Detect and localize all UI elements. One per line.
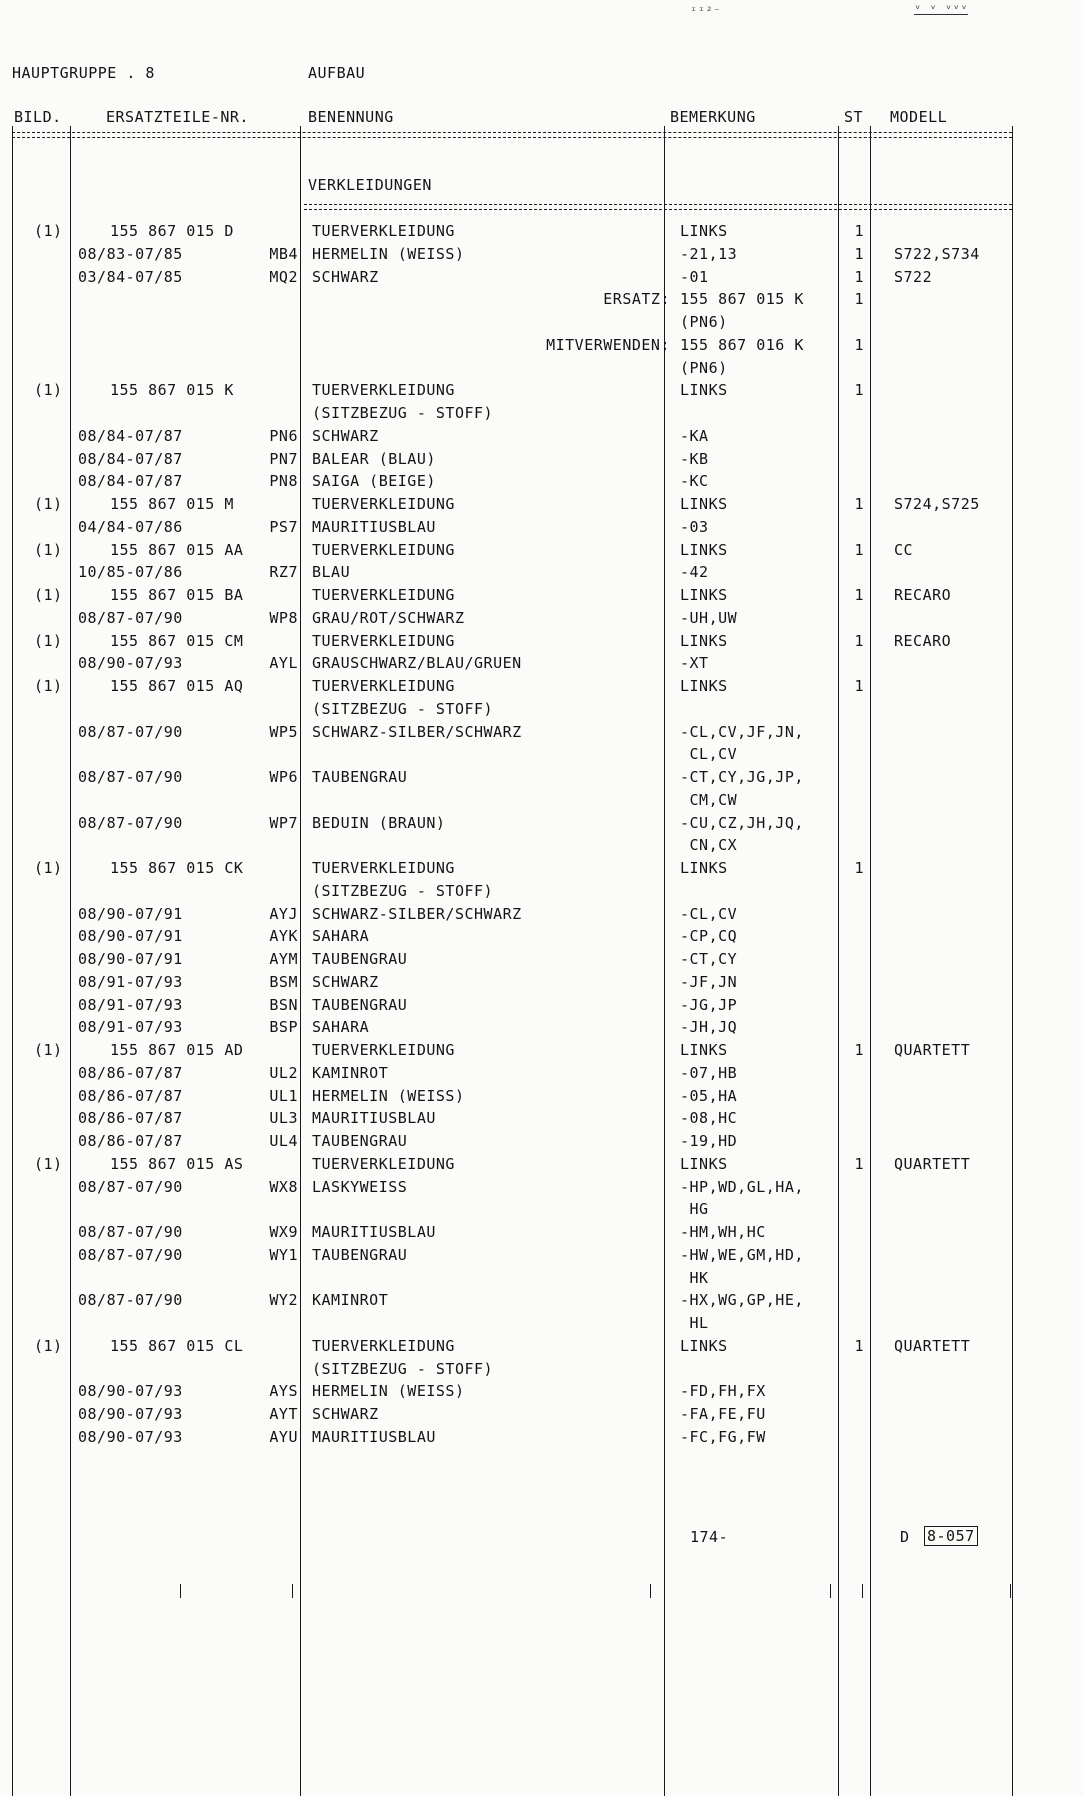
table-row [0,290,1084,313]
validity-dates: 08/84-07/87 [78,449,183,468]
validity-dates: 08/86-07/87 [78,1132,183,1150]
table-row [0,814,1084,837]
model: RECARO [894,631,952,650]
remark: HG [680,1200,709,1219]
bild-marker: (1) [34,1336,63,1355]
part-name: TUERVERKLEIDUNG [312,222,455,240]
remark: -CT,CY [680,950,738,968]
color-code: WP8 [269,608,298,627]
remark: -CL,CV [680,904,738,923]
remark: LINKS [680,631,728,650]
table-row [0,723,1084,746]
tick-mark [862,1584,863,1598]
remark: 155 867 016 K [680,335,804,354]
quantity: 1 [854,677,864,695]
part-number: 155 867 015 CL [110,1336,244,1355]
remark: CN,CX [680,836,738,855]
tick-mark [1010,1584,1011,1598]
part-number: 155 867 015 M [110,495,234,513]
quantity: 1 [854,859,864,877]
validity-dates: 08/84-07/87 [78,426,183,445]
part-name: BEDUIN (BRAUN) [312,813,446,832]
validity-dates: 08/91-07/93 [78,972,183,991]
validity-dates: 08/87-07/90 [78,608,183,627]
remark: -HM,WH,HC [680,1223,766,1241]
table-row [0,1246,1084,1269]
color-code: AYS [269,1382,298,1401]
color-code: BSP [269,1018,298,1037]
table-row [0,1109,1084,1132]
table-row [0,1337,1084,1360]
remark: LINKS [680,859,728,877]
part-name: TUERVERKLEIDUNG [312,631,455,650]
bild-marker: (1) [34,586,63,604]
part-number: 155 867 015 AS [110,1154,244,1173]
remark: HK [680,1268,709,1287]
color-code: MB4 [269,244,298,263]
table-row [0,472,1084,495]
table-row [0,1018,1084,1041]
quantity: 1 [854,267,864,286]
remark: -HP,WD,GL,HA, [680,1177,804,1196]
quantity: 1 [854,335,864,354]
tick-mark [650,1584,651,1598]
part-name: LASKYWEISS [312,1177,408,1196]
remark: (PN6) [680,358,728,377]
part-name: GRAUSCHWARZ/BLAU/GRUEN [312,654,522,673]
part-name: SCHWARZ-SILBER/SCHWARZ [312,904,522,923]
bild-marker: (1) [34,540,63,559]
part-name: (SITZBEZUG - STOFF) [312,881,494,900]
color-code: RZ7 [269,563,298,582]
tick-mark [292,1584,293,1598]
remark: CM,CW [680,790,738,809]
part-number: 155 867 015 AD [110,1041,244,1059]
table-row [0,1132,1084,1155]
part-name: SCHWARZ [312,267,379,286]
table-row [0,654,1084,677]
bild-marker: (1) [34,1154,63,1173]
remark: -CP,CQ [680,927,738,946]
table-row [0,1269,1084,1292]
table-row [0,268,1084,291]
model: S724,S725 [894,495,980,513]
part-name: TUERVERKLEIDUNG [312,859,455,877]
quantity: 1 [854,1154,864,1173]
remark: HL [680,1314,709,1332]
model: QUARTETT [894,1154,971,1173]
validity-dates: 08/90-07/93 [78,1405,183,1423]
validity-dates: 08/87-07/90 [78,1177,183,1196]
table-row [0,450,1084,473]
color-code: WP6 [269,768,298,786]
color-code: BSN [269,995,298,1014]
part-name: SCHWARZ [312,1405,379,1423]
table-row [0,882,1084,905]
col-modell: MODELL [890,108,948,126]
row-label: MITVERWENDEN: [546,335,670,354]
validity-dates: 08/87-07/90 [78,1223,183,1241]
col-st: ST [844,108,864,126]
part-name: TAUBENGRAU [312,995,408,1014]
aufbau-label: AUFBAU [308,64,366,82]
table-row [0,973,1084,996]
part-name: KAMINROT [312,1063,389,1082]
model: S722 [894,267,933,286]
color-code: PN7 [269,449,298,468]
quantity: 1 [854,540,864,559]
tick-mark [180,1584,181,1598]
part-name: SCHWARZ [312,972,379,991]
remark: -05,HA [680,1086,738,1105]
validity-dates: 08/90-07/91 [78,927,183,946]
quantity: 1 [854,1041,864,1059]
row-label: ERSATZ: [603,290,670,309]
table-row [0,359,1084,382]
table-row [0,1314,1084,1337]
color-code: AYJ [269,904,298,923]
validity-dates: 08/91-07/93 [78,1018,183,1037]
part-name: TUERVERKLEIDUNG [312,1041,455,1059]
bild-marker: (1) [34,1041,63,1059]
table-row [0,1405,1084,1428]
part-name: SCHWARZ [312,426,379,445]
color-code: WY1 [269,1245,298,1264]
part-name: (SITZBEZUG - STOFF) [312,699,494,718]
remark: 155 867 015 K [680,290,804,309]
table-row [0,791,1084,814]
bild-marker: (1) [34,381,63,400]
part-number: 155 867 015 K [110,381,234,400]
part-name: MAURITIUSBLAU [312,1109,436,1128]
color-code: PS7 [269,517,298,536]
color-code: BSM [269,972,298,991]
table-row [0,427,1084,450]
remark: (PN6) [680,313,728,331]
remark: -07,HB [680,1063,738,1082]
remark: -UH,UW [680,608,738,627]
table-row [0,1155,1084,1178]
validity-dates: 04/84-07/86 [78,517,183,536]
part-name: TAUBENGRAU [312,1245,408,1264]
table-row [0,563,1084,586]
model: QUARTETT [894,1336,971,1355]
part-number: 155 867 015 CK [110,859,244,877]
part-name: TAUBENGRAU [312,1132,408,1150]
remark: LINKS [680,1154,728,1173]
validity-dates: 08/83-07/85 [78,244,183,263]
table-row [0,927,1084,950]
section-title: VERKLEIDUNGEN [308,176,432,194]
quantity: 1 [854,1336,864,1355]
color-code: PN8 [269,472,298,491]
remark: LINKS [680,495,728,513]
validity-dates: 08/87-07/90 [78,1245,183,1264]
part-name: MAURITIUSBLAU [312,1223,436,1241]
table-row [0,1041,1084,1064]
color-code: WP7 [269,813,298,832]
remark: -JH,JQ [680,1018,738,1037]
table-row [0,245,1084,268]
table-row [0,677,1084,700]
color-code: WX8 [269,1177,298,1196]
color-code: AYU [269,1427,298,1446]
remark: -42 [680,563,709,582]
remark: -FC,FG,FW [680,1427,766,1446]
remark: LINKS [680,1336,728,1355]
part-number: 155 867 015 D [110,222,234,240]
remark: LINKS [680,1041,728,1059]
remark: LINKS [680,540,728,559]
validity-dates: 08/86-07/87 [78,1109,183,1128]
remark: LINKS [680,222,728,240]
corner-mark: ᶦᶦ²⁻ [690,4,721,18]
remark: -21,13 [680,244,738,263]
part-name: SAIGA (BEIGE) [312,472,436,491]
page-prefix: D [900,1528,910,1546]
part-name: BLAU [312,563,351,582]
table-row [0,1291,1084,1314]
remark: -KB [680,449,709,468]
table-row [0,950,1084,973]
remark: -FA,FE,FU [680,1405,766,1423]
part-number: 155 867 015 AA [110,540,244,559]
part-name: HERMELIN (WEISS) [312,244,465,263]
table-row [0,905,1084,928]
part-name: (SITZBEZUG - STOFF) [312,404,494,422]
part-name: GRAU/ROT/SCHWARZ [312,608,465,627]
part-name: HERMELIN (WEISS) [312,1086,465,1105]
col-bild: BILD. [14,108,62,126]
tick-mark [830,1584,831,1598]
part-name: TAUBENGRAU [312,950,408,968]
color-code: MQ2 [269,267,298,286]
part-name: TUERVERKLEIDUNG [312,677,455,695]
part-name: MAURITIUSBLAU [312,1427,436,1446]
color-code: AYL [269,654,298,673]
part-name: (SITZBEZUG - STOFF) [312,1359,494,1378]
validity-dates: 08/86-07/87 [78,1063,183,1082]
table-row [0,859,1084,882]
bild-marker: (1) [34,495,63,513]
table-row [0,495,1084,518]
validity-dates: 08/87-07/90 [78,813,183,832]
corner-code: ᵛ ᵛ ᵛᵛᵛ [914,2,969,16]
col-bemerkung: BEMERKUNG [670,108,756,126]
model: S722,S734 [894,244,980,263]
quantity: 1 [854,222,864,240]
table-row [0,1428,1084,1451]
col-ersatzteile: ERSATZTEILE-NR. [106,108,249,126]
remark: -19,HD [680,1132,738,1150]
part-name: BALEAR (BLAU) [312,449,436,468]
table-row [0,1200,1084,1223]
page-number: 174- [690,1528,729,1546]
part-name: TUERVERKLEIDUNG [312,495,455,513]
header-rule [12,132,1012,138]
table-row [0,745,1084,768]
remark: LINKS [680,381,728,400]
remark: -KC [680,472,709,491]
table-row [0,996,1084,1019]
color-code: UL2 [269,1063,298,1082]
color-code: UL3 [269,1109,298,1128]
remark: -FD,FH,FX [680,1382,766,1401]
color-code: AYT [269,1405,298,1423]
table-row [0,700,1084,723]
color-code: WP5 [269,722,298,741]
remark: -HX,WG,GP,HE, [680,1291,804,1310]
model: CC [894,540,914,559]
table-row [0,1223,1084,1246]
table-row [0,541,1084,564]
validity-dates: 08/91-07/93 [78,995,183,1014]
bild-marker: (1) [34,631,63,650]
quantity: 1 [854,586,864,604]
validity-dates: 08/86-07/87 [78,1086,183,1105]
part-name: MAURITIUSBLAU [312,517,436,536]
validity-dates: 10/85-07/86 [78,563,183,582]
table-row [0,609,1084,632]
part-name: KAMINROT [312,1291,389,1310]
table-row [0,1064,1084,1087]
quantity: 1 [854,495,864,513]
remark: -JG,JP [680,995,738,1014]
bild-marker: (1) [34,222,63,240]
validity-dates: 03/84-07/85 [78,267,183,286]
validity-dates: 08/87-07/90 [78,722,183,741]
model: RECARO [894,586,952,604]
validity-dates: 08/90-07/93 [78,1382,183,1401]
part-name: TAUBENGRAU [312,768,408,786]
validity-dates: 08/87-07/90 [78,1291,183,1310]
validity-dates: 08/90-07/93 [78,654,183,673]
validity-dates: 08/87-07/90 [78,768,183,786]
bild-marker: (1) [34,859,63,877]
part-name: TUERVERKLEIDUNG [312,540,455,559]
quantity: 1 [854,290,864,309]
validity-dates: 08/90-07/91 [78,950,183,968]
table-row [0,518,1084,541]
col-benennung: BENENNUNG [308,108,394,126]
table-row [0,632,1084,655]
remark: -KA [680,426,709,445]
part-name: TUERVERKLEIDUNG [312,586,455,604]
table-row [0,404,1084,427]
part-name: SAHARA [312,1018,370,1037]
part-name: SCHWARZ-SILBER/SCHWARZ [312,722,522,741]
model: QUARTETT [894,1041,971,1059]
remark: LINKS [680,677,728,695]
table-row [0,1382,1084,1405]
color-code: UL1 [269,1086,298,1105]
remark: -CU,CZ,JH,JQ, [680,813,804,832]
table-row [0,1087,1084,1110]
part-number: 155 867 015 BA [110,586,244,604]
table-row [0,381,1084,404]
quantity: 1 [854,631,864,650]
table-row [0,222,1084,245]
table-row [0,836,1084,859]
part-name: TUERVERKLEIDUNG [312,381,455,400]
table-row [0,336,1084,359]
remark: -JF,JN [680,972,738,991]
remark: -HW,WE,GM,HD, [680,1245,804,1264]
table-row [0,1360,1084,1383]
remark: CL,CV [680,745,738,764]
hauptgruppe-label: HAUPTGRUPPE . 8 [12,64,155,82]
part-name: TUERVERKLEIDUNG [312,1336,455,1355]
bild-marker: (1) [34,677,63,695]
part-number: 155 867 015 CM [110,631,244,650]
quantity: 1 [854,244,864,263]
color-code: AYM [269,950,298,968]
table-row [0,1178,1084,1201]
remark: LINKS [680,586,728,604]
remark: -03 [680,517,709,536]
section-rule [304,204,1012,210]
part-number: 155 867 015 AQ [110,677,244,695]
part-name: HERMELIN (WEISS) [312,1382,465,1401]
color-code: WX9 [269,1223,298,1241]
page-code: 8-057 [924,1526,978,1546]
validity-dates: 08/90-07/91 [78,904,183,923]
part-name: TUERVERKLEIDUNG [312,1154,455,1173]
remark: -01 [680,267,709,286]
table-row [0,313,1084,336]
remark: -CT,CY,JG,JP, [680,768,804,786]
color-code: UL4 [269,1132,298,1150]
table-row [0,586,1084,609]
quantity: 1 [854,381,864,400]
remark: -CL,CV,JF,JN, [680,722,804,741]
remark: -XT [680,654,709,673]
color-code: PN6 [269,426,298,445]
table-row [0,768,1084,791]
color-code: WY2 [269,1291,298,1310]
color-code: AYK [269,927,298,946]
part-name: SAHARA [312,927,370,946]
remark: -08,HC [680,1109,738,1128]
validity-dates: 08/84-07/87 [78,472,183,491]
validity-dates: 08/90-07/93 [78,1427,183,1446]
